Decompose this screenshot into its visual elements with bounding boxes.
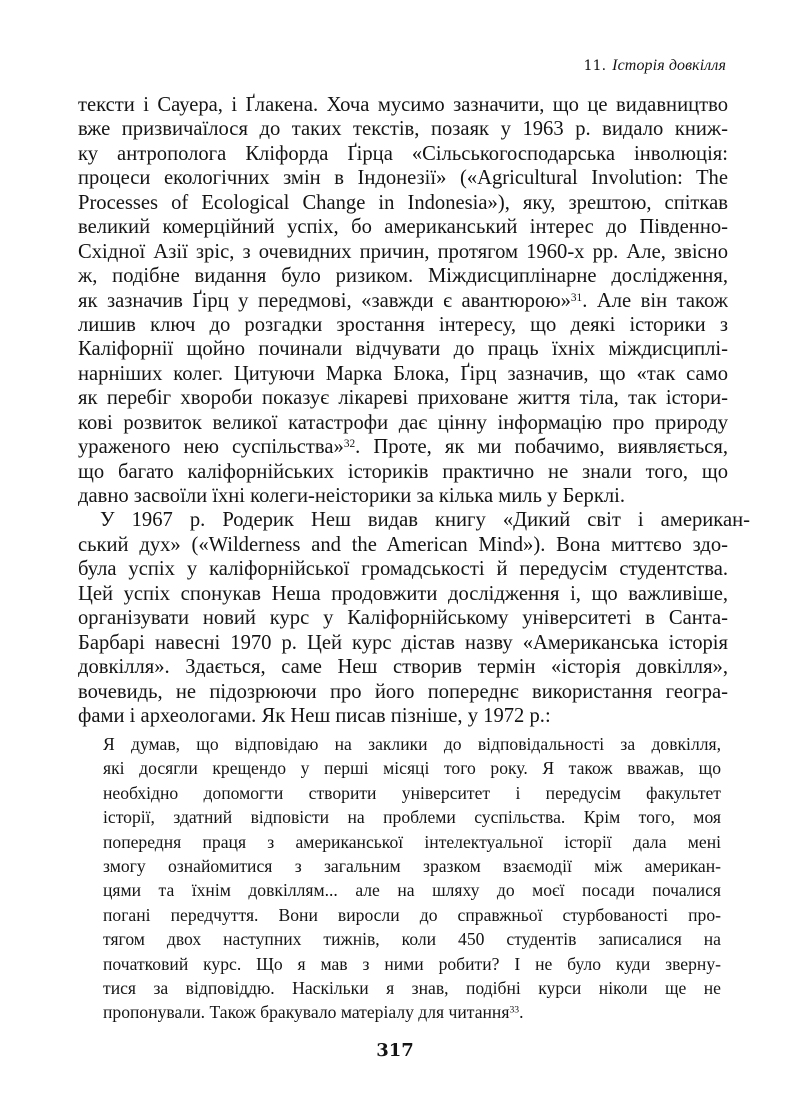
text-line bbox=[78, 386, 728, 410]
text-line bbox=[78, 289, 728, 313]
text-line bbox=[78, 215, 728, 239]
text-line bbox=[78, 508, 750, 532]
line-text: початковий курс. Що я мав з ними робити? І не було куди зверну- bbox=[103, 953, 721, 974]
line-text: погані передчуття. Вони виросли до справжньої стурбованості про- bbox=[103, 904, 721, 925]
text-line bbox=[78, 606, 728, 630]
page-number: 317 bbox=[376, 1040, 414, 1061]
text-line bbox=[78, 142, 728, 166]
text-line bbox=[78, 484, 728, 508]
line-text: Processes of Ecological Change in Indonesia»), яку, зрештою, спіткав bbox=[78, 191, 728, 214]
text-line bbox=[78, 655, 728, 679]
line-text: змогу ознайомитися з загальним зразком взаємодії між американ- bbox=[103, 855, 721, 876]
line-text: ський дух» («Wilderness and the American Mind»). Вона миттєво здо- bbox=[78, 533, 728, 556]
line-text: історії, здатний відповісти на проблеми суспільства. Крім того, моя bbox=[103, 807, 721, 828]
running-head bbox=[584, 57, 726, 75]
text-line bbox=[78, 582, 728, 606]
line-text: Каліфорнії щойно починали відчувати до праць їхніх міждисциплі- bbox=[78, 338, 728, 361]
line-text-continued: . Проте, як ми побачимо, виявляється, bbox=[355, 436, 728, 459]
text-line bbox=[78, 533, 728, 557]
quote-line bbox=[103, 878, 721, 902]
block-quote bbox=[103, 732, 721, 1025]
line-text: як зазначив Ґірц у передмові, «завжди є авантюрою» bbox=[78, 289, 571, 312]
quote-line bbox=[103, 927, 721, 951]
line-text: організувати новий курс у Каліфорнійському університеті в Санта- bbox=[78, 607, 728, 630]
line-text: довкілля». Здається, саме Неш створив термін «історія довкілля», bbox=[78, 656, 728, 679]
line-text: У 1967 р. Родерик Неш видав книгу «Дикий світ і американ- bbox=[100, 509, 750, 532]
text-line bbox=[78, 240, 728, 264]
quote-line bbox=[103, 854, 721, 878]
quote-line bbox=[103, 952, 721, 976]
text-line bbox=[78, 362, 728, 386]
text-line bbox=[78, 557, 728, 581]
text-line bbox=[78, 313, 728, 337]
chapter-number: 11. bbox=[583, 58, 607, 74]
line-text: вочевидь, не підозрюючи про його попереднє використання геогра- bbox=[78, 680, 728, 703]
quote-line bbox=[103, 903, 721, 927]
footnote-marker: 32 bbox=[343, 437, 356, 450]
line-text: пропонували. Також бракувало матеріалу для читання bbox=[103, 1002, 510, 1023]
line-text-continued: . Але він також bbox=[582, 289, 729, 312]
line-text: процеси екологічних змін в Індонезії» («Agricultural Involution: The bbox=[78, 167, 728, 190]
line-text: кові розвиток великої катастрофи дає цінну інформацію про природу bbox=[78, 411, 728, 434]
text-line bbox=[78, 93, 728, 117]
line-text: попередня праця з американської інтелектуальної історії дала мені bbox=[103, 831, 721, 852]
line-text: тягом двох наступних тижнів, коли 450 студентів записалися на bbox=[103, 929, 721, 950]
text-line bbox=[78, 166, 728, 190]
quote-line bbox=[103, 781, 721, 805]
text-line bbox=[78, 460, 728, 484]
chapter-title: Історія довкілля bbox=[612, 57, 726, 74]
line-text: як перебіг хвороби показує лікареві приховане життя тіла, так істори- bbox=[78, 387, 728, 410]
line-text: ку антрополога Кліфорда Ґірца «Сільськогосподарська інволюція: bbox=[78, 142, 728, 165]
line-text: що багато каліфорнійських істориків практично не знали того, що bbox=[78, 460, 728, 483]
line-text: необхідно допомогти створити університет і передусім факультет bbox=[103, 782, 721, 803]
quote-line bbox=[103, 732, 721, 756]
quote-line bbox=[103, 976, 721, 1000]
line-text: Барбарі навесні 1970 р. Цей курс дістав назву «Американська історія bbox=[78, 631, 728, 654]
quote-line bbox=[103, 805, 721, 829]
body-text bbox=[78, 93, 750, 728]
line-text: ж, подібне видання було ризиком. Міждисциплінарне дослідження, bbox=[78, 265, 728, 288]
line-text: лишив ключ до розгадки зростання інтересу, що деякі історики з bbox=[78, 313, 728, 336]
line-text: цями та їхнім довкіллям... але на шляху до моєї посади почалися bbox=[103, 880, 721, 901]
line-text: вже призвичаїлося до таких текстів, позаяк у 1963 р. видало книж- bbox=[78, 118, 728, 141]
line-text: Я думав, що відповідаю на заклики до відповідальності за довкілля, bbox=[103, 734, 721, 754]
text-line bbox=[78, 117, 728, 141]
footnote-marker: 31 bbox=[570, 291, 583, 304]
footnote-marker: 33 bbox=[509, 1004, 520, 1016]
line-text: нарніших колег. Цитуючи Марка Блока, Ґірц зазначив, що «так само bbox=[78, 362, 728, 385]
line-text: які досягли крещендо у перші місяці того року. Я також вважав, що bbox=[103, 758, 721, 779]
line-text: ураженого нею суспільства» bbox=[78, 436, 344, 459]
line-text: Цей успіх спонукав Неша продовжити дослідження і, що важливіше, bbox=[78, 582, 728, 605]
line-text-continued: . bbox=[519, 1002, 524, 1023]
line-text: Східної Азії зріс, з очевидних причин, протягом 1960-х рр. Але, звісно bbox=[78, 240, 728, 263]
quote-line bbox=[103, 830, 721, 854]
line-text: тексти і Сауера, і Ґлакена. Хоча мусимо зазначити, що це видавництво bbox=[78, 94, 728, 116]
line-text: великий комерційний успіх, бо американський інтерес до Південно- bbox=[78, 216, 728, 239]
text-line bbox=[78, 264, 728, 288]
quote-line bbox=[103, 756, 721, 780]
text-line bbox=[78, 411, 728, 435]
text-line bbox=[78, 704, 728, 728]
line-text: тися за відповіддю. Наскільки я знав, подібні курси ніколи ще не bbox=[103, 977, 721, 998]
line-text: фами і археологами. Як Неш писав пізніше, у 1972 р.: bbox=[78, 704, 551, 727]
text-line bbox=[78, 680, 728, 704]
text-line bbox=[78, 191, 728, 215]
quote-line bbox=[103, 1000, 721, 1024]
text-line bbox=[78, 435, 728, 459]
line-text: була успіх у каліфорнійської громадськості й передусім студентства. bbox=[78, 558, 728, 581]
line-text: давно засвоїли їхні колеги-неісторики за кілька миль у Берклі. bbox=[78, 485, 625, 507]
text-line bbox=[78, 631, 728, 655]
text-line bbox=[78, 337, 728, 361]
